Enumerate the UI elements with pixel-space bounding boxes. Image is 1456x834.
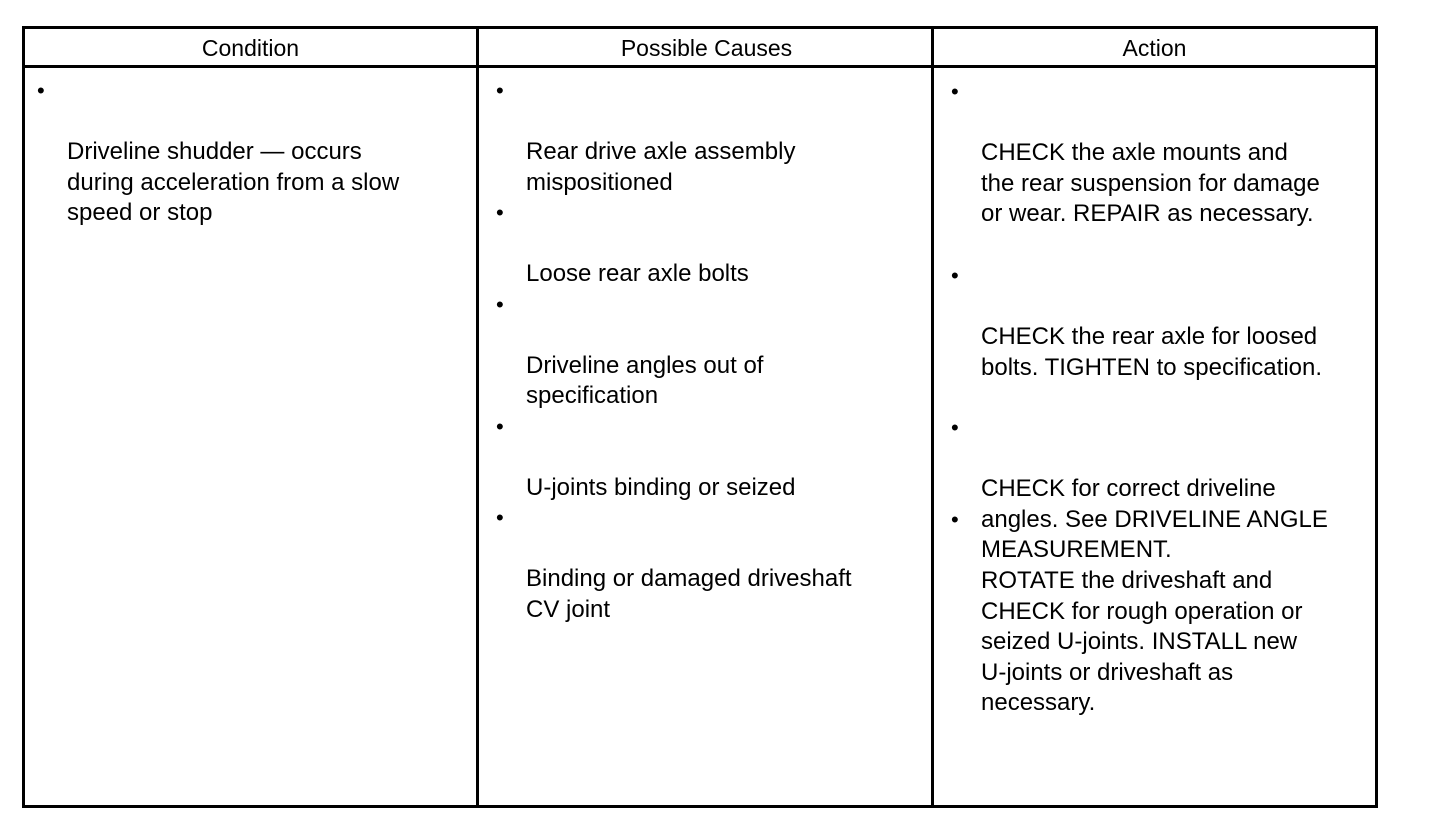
bullet-icon: • <box>951 263 959 288</box>
bullet-icon: • <box>496 413 504 439</box>
cause-item-text: Loose rear axle bolts <box>526 260 749 287</box>
action-item-text: ROTATE the driveshaft and CHECK for rough operation or seized U-joints. INSTALL new U-joints or driveshaft as necessary. <box>981 567 1303 716</box>
condition-item-text: Driveline shudder — occurs during acceleration from a slow speed or stop <box>67 138 400 226</box>
action-column <box>931 29 1375 805</box>
action-body <box>934 68 1375 805</box>
cause-item-text: Rear drive axle assembly mispositioned <box>526 138 796 196</box>
bullet-icon: • <box>496 200 504 225</box>
action-item-text: CHECK the axle mounts and the rear suspension for damage or wear. REPAIR as necessary. <box>981 139 1320 227</box>
condition-column <box>25 29 476 805</box>
causes-body <box>479 68 934 805</box>
diagnosis-table <box>22 26 1378 808</box>
bullet-icon: • <box>37 78 45 103</box>
action-item <box>934 261 1375 383</box>
cause-item <box>479 76 934 198</box>
action-item <box>934 505 1375 719</box>
cause-item <box>479 290 934 412</box>
cause-item-text: Binding or damaged driveshaft CV joint <box>526 565 852 623</box>
condition-item <box>25 76 476 229</box>
condition-body <box>25 68 476 805</box>
causes-column <box>476 29 934 805</box>
cause-item <box>479 412 934 504</box>
causes-header: Possible Causes <box>479 29 934 68</box>
bullet-icon: • <box>496 505 504 530</box>
bullet-icon: • <box>951 415 959 440</box>
bullet-icon: • <box>496 78 504 103</box>
bullet-icon: • <box>951 507 959 532</box>
cause-item <box>479 503 934 625</box>
action-item-text: CHECK the rear axle for loosed bolts. TIGHTEN to specification. <box>981 323 1323 381</box>
action-item <box>934 77 1375 230</box>
bullet-icon: • <box>496 291 504 317</box>
action-item-text: CHECK for correct driveline angles. See DRIVELINE ANGLE MEASUREMENT. <box>981 475 1328 563</box>
action-header: Action <box>934 29 1375 68</box>
condition-header: Condition <box>25 29 476 68</box>
cause-item <box>479 198 934 290</box>
cause-item-text: U-joints binding or seized <box>526 473 796 501</box>
cause-item-text: Driveline angles out of specification <box>526 351 764 409</box>
bullet-icon: • <box>951 79 959 104</box>
